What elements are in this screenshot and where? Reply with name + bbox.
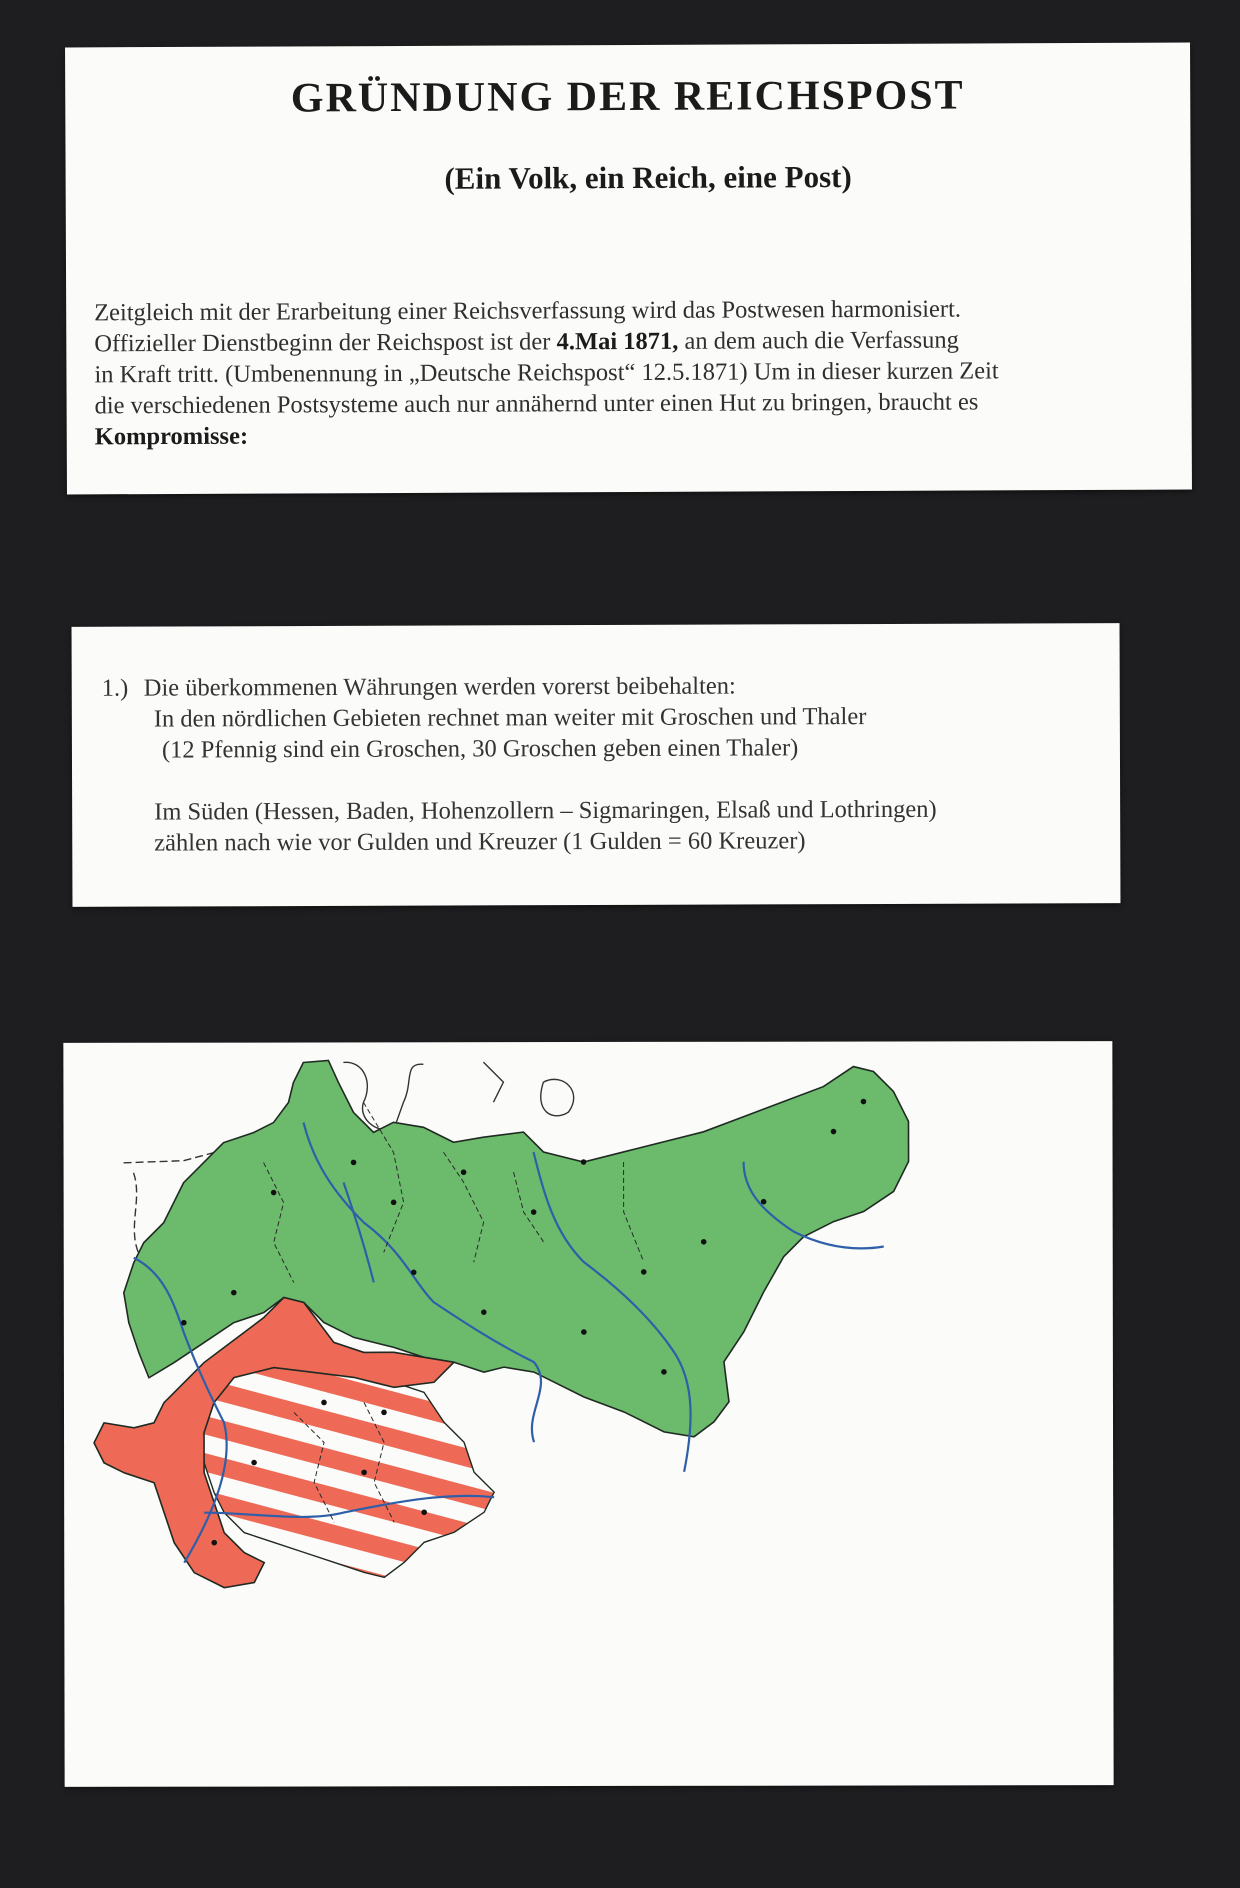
intro-line-5: Kompromisse: [94,422,249,451]
intro-line-2-pre: Offizieller Dienstbeginn der Reichspost ist der [94,328,557,358]
title-card [65,43,1192,495]
city-dot [421,1509,427,1515]
city-dot [581,1159,587,1165]
city-dot [701,1239,707,1245]
currency-line-3: (12 Pfennig sind ein Groschen, 30 Groschen geben einen Thaler) [161,734,799,764]
city-dot [251,1460,257,1466]
currency-line-1: Die überkommenen Währungen werden vorerst beibehalten: [143,672,736,702]
city-dot [641,1269,647,1275]
page-subtitle: (Ein Volk, ein Reich, eine Post) [444,159,852,196]
currency-line-5: zählen nach wie vor Gulden und Kreuzer (1 Gulden = 60 Kreuzer) [154,827,806,857]
intro-line-2-post: an dem auch die Verfassung [678,326,959,355]
empire-map [63,1041,1113,1787]
currency-card [72,623,1121,907]
region-south-striped [194,1362,494,1578]
map-card [63,1041,1113,1787]
city-dot [831,1129,837,1135]
city-dot [381,1410,387,1416]
currency-text [102,669,1101,858]
city-dot [581,1329,587,1335]
city-dot [461,1169,467,1175]
city-dot [231,1290,237,1296]
city-dot [321,1400,327,1406]
currency-line-2: In den nördlichen Gebieten rechnet man weiter mit Groschen und Thaler [153,703,867,733]
city-dot [351,1160,357,1166]
intro-paragraph [94,293,1164,453]
city-dot [391,1200,397,1206]
city-dot [211,1540,217,1546]
intro-line-3: in Kraft tritt. (Umbenennung in „Deutsche Reichspost“ 12.5.1871) Um in dieser kurzen Zeit [94,357,999,389]
city-dot [761,1199,767,1205]
city-dot [661,1369,667,1375]
city-dot [271,1190,277,1196]
city-dot [481,1309,487,1315]
page-title: GRÜNDUNG DER REICHSPOST [290,72,965,122]
section-number: 1.) [101,674,129,702]
city-dot [411,1269,417,1275]
city-dot [861,1099,867,1105]
intro-line-4: die verschiedenen Postsysteme auch nur annähernd unter einen Hut zu bringen, braucht es [94,388,979,420]
coastline-denmark [343,1062,573,1131]
currency-line-4: Im Süden (Hessen, Baden, Hohenzollern – Sigmaringen, Elsaß und Lothringen) [154,795,937,826]
intro-date: 4.Mai 1871, [556,327,679,356]
city-dot [361,1470,367,1476]
city-dot [181,1320,187,1326]
city-dot [531,1209,537,1215]
intro-line-1: Zeitgleich mit der Erarbeitung einer Reichsverfassung wird das Postwesen harmonisiert. [94,295,962,327]
